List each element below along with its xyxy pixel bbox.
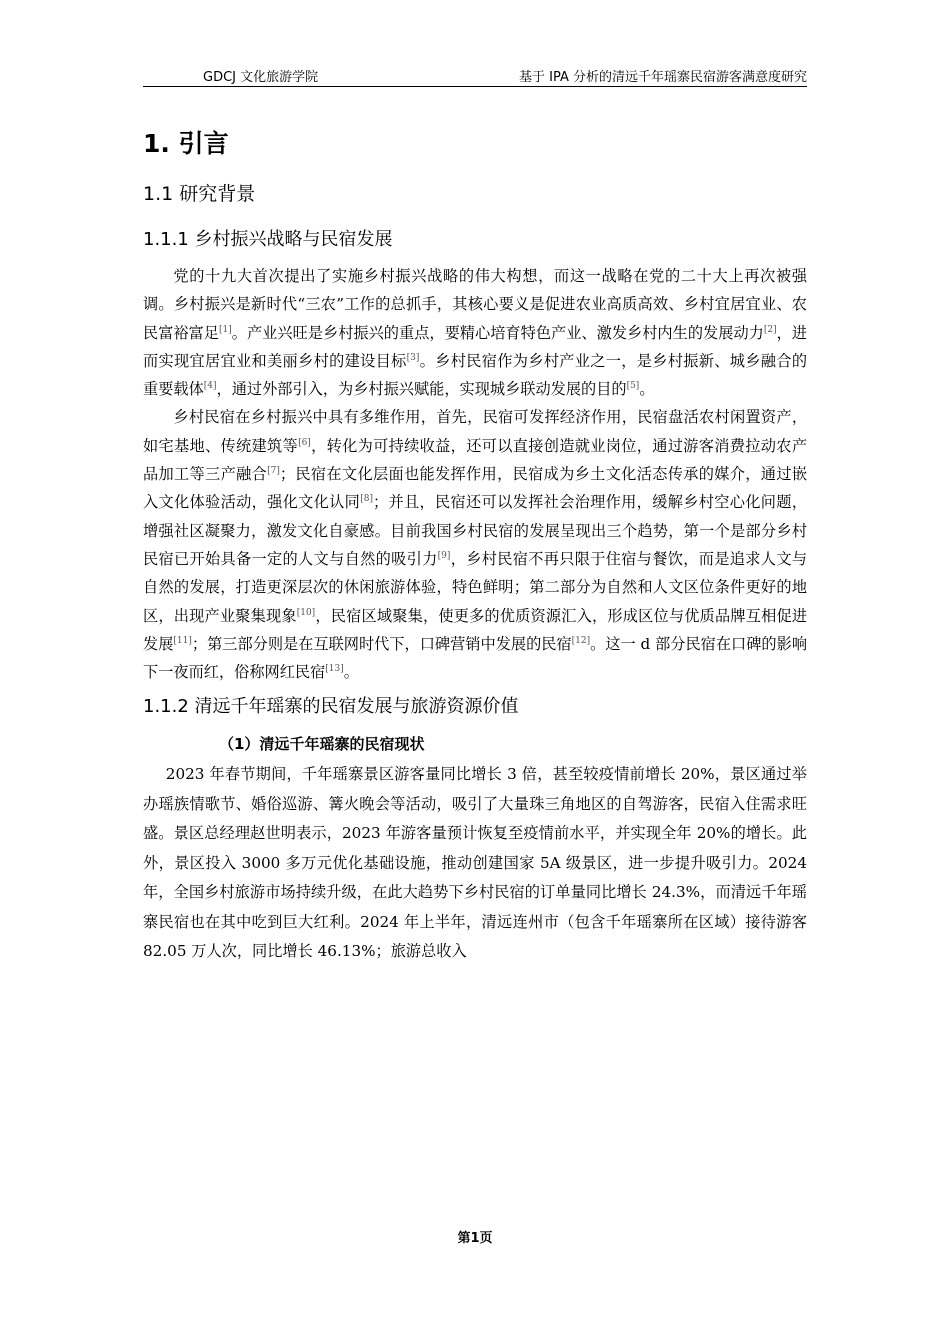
text-run: 。 [343, 663, 359, 682]
chapter-heading: 1. 引言 [143, 129, 229, 158]
paragraph-1 [143, 262, 807, 403]
citation-9[interactable]: [9] [437, 550, 451, 561]
paragraph-3: 2023 年春节期间，千年瑶寨景区游客量同比增长 3 倍，甚至较疫情前增长 20%，景区通过举办瑶族情歌节、婚俗巡游、篝火晚会等活动，吸引了大量珠三角地区的自驾游客，民宿入住需求旺盛。景区总经理赵世明表示，2023 年游客量预计恢复至疫情前水平，并实现全年 20%的增长。此外，景区投入 3000 多万元优化基础设施，推动创建国家 5A 级景区，进一步提升吸引力。2024 年，全国乡村旅游市场持续升级，在此大趋势下乡村民宿的订单量同比增长 24.3%，而清远千年瑶寨民宿也在其中吃到巨大红利。2024 年上半年，清远连州市（包含千年瑶寨所在区域）接待游客 82.05 万人次，同比增长 46.13%；旅游总收入 [143, 765, 807, 961]
text-run: ；第三部分则是在互联网时代下，口碑营销中发展的民宿 [191, 634, 572, 653]
citation-10[interactable]: [10] [296, 607, 316, 618]
subsection-heading-2: 1.1.2 清远千年瑶寨的民宿发展与旅游资源价值 [143, 696, 519, 718]
citation-13[interactable]: [13] [325, 664, 344, 675]
citation-8[interactable]: [8] [360, 494, 373, 505]
subsection-heading-1: 1.1.1 乡村振兴战略与民宿发展 [143, 229, 393, 250]
citation-3[interactable]: [3] [406, 352, 420, 363]
text-run: 。产业兴旺是乡村振兴的重点，要精心培育特色产业、激发乡村内生的发展动力 [231, 323, 764, 342]
citation-11[interactable]: [11] [173, 635, 192, 646]
citation-4[interactable]: [4] [203, 381, 217, 392]
page-header [143, 62, 807, 87]
citation-6[interactable]: [6] [298, 437, 311, 448]
text-run: ；民宿在文化层面也能发挥作用，民宿成为乡土文化活态传承的媒介，通过嵌入文化体验活动，强化文化认同 [143, 465, 808, 512]
citation-1[interactable]: [1] [219, 324, 232, 335]
subheading-numbered: （1）清远千年瑶寨的民宿现状 [219, 735, 425, 754]
text-run: ，乡村民宿不再只限于住宿与餐饮，而是追求人文与自然的发展，打造更深层次的休闲旅游体验，特色鲜明；第二部分为自然和人文区位条件更好的地区，出现产业聚集现象 [143, 549, 808, 625]
text-run: ，转化为可持续收益，还可以直接创造就业岗位，通过游客消费拉动农产品加工等三产融合 [143, 436, 808, 484]
text-run: 。这一 d 部分民宿在口碑的影响下一夜而红，俗称网红民宿 [143, 634, 808, 682]
text-run: ，民宿区域聚集，使更多的优质资源汇入，形成区位与优质品牌互相促进发展 [143, 606, 808, 653]
citation-2[interactable]: [2] [763, 324, 777, 335]
header-institution: GDCJ 文化旅游学院 [203, 70, 319, 85]
page-number: 第1页 [457, 1231, 493, 1246]
text-run: 党的十九大首次提出了实施乡村振兴战略的伟大构想，而这一战略在党的二十大上再次被强调。乡村振兴是新时代“三农”工作的总抓手，其核心要义是促进农业高质高效、乡村宜居宜业、农民富裕富足 [143, 267, 807, 342]
section-heading: 1.1 研究背景 [143, 183, 256, 205]
text-run: ，进而实现宜居宜业和美丽乡村的建设目标 [143, 323, 808, 370]
text-run: ，通过外部引入，为乡村振兴赋能，实现城乡联动发展的目的 [216, 380, 627, 399]
text-run: 乡村民宿在乡村振兴中具有多维作用，首先，民宿可发挥经济作用，民宿盘活农村闲置资产，如宅基地、传统建筑等 [143, 408, 807, 455]
citation-12[interactable]: [12] [571, 635, 591, 646]
citation-7[interactable]: [7] [267, 466, 280, 477]
text-run: 。乡村民宿作为乡村产业之一，是乡村振新、城乡融合的重要载体 [143, 351, 808, 399]
text-run: 。 [639, 380, 655, 399]
page-content [143, 118, 807, 967]
header-paper-title: 基于 IPA 分析的清远千年瑶寨民宿游客满意度研究 [519, 70, 807, 85]
citation-5[interactable]: [5] [626, 381, 640, 392]
text-run: ；并且，民宿还可以发挥社会治理作用，缓解乡村空心化问题，增强社区凝聚力，激发文化自豪感。目前我国乡村民宿的发展呈现出三个趋势，第一个是部分乡村民宿已开始具备一定的人文与自然的吸引力 [143, 493, 808, 568]
paragraph-2 [143, 403, 807, 686]
